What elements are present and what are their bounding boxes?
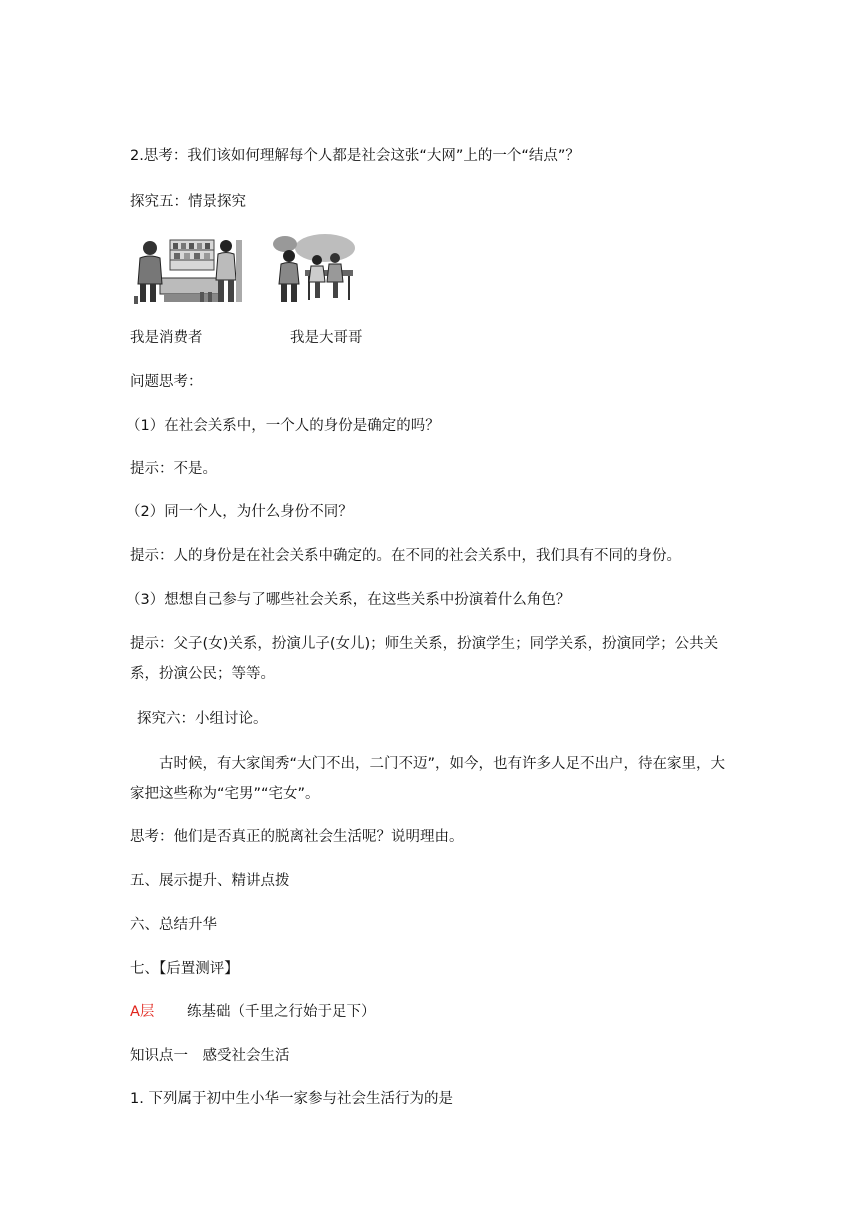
knowledge-point-1: 知识点一 感受社会生活 <box>130 1048 290 1064</box>
question-1: （1）在社会关系中，一个人的身份是确定的吗？ <box>126 418 440 434</box>
explore-6-heading: 探究六：小组讨论。 <box>137 711 268 727</box>
answer-1: 提示：不是。 <box>130 461 217 477</box>
story-paragraph: 古时候，有大家闺秀“大门不出，二门不迈”，如今，也有许多人足不出户，待在家里，大家把这些称为“宅男”“宅女”。 <box>130 756 726 802</box>
level-a-text: 练基础（千里之行始于足下） <box>187 1004 376 1020</box>
consumer-illustration <box>130 234 242 304</box>
level-a-label: A层 <box>130 1004 155 1020</box>
think-question: 思考：他们是否真正的脱离社会生活呢？说明理由。 <box>130 829 464 845</box>
big-brother-illustration <box>265 234 357 304</box>
caption-consumer: 我是消费者 <box>130 330 203 346</box>
question-2-sub: （2）同一个人，为什么身份不同？ <box>126 504 353 520</box>
exercise-item-1: 1. 下列属于初中生小华一家参与社会生活行为的是 <box>130 1091 453 1107</box>
section-5-heading: 五、展示提升、精讲点拨 <box>130 873 290 889</box>
answer-2: 提示：人的身份是在社会关系中确定的。在不同的社会关系中，我们具有不同的身份。 <box>130 548 681 564</box>
question-2: 2.思考：我们该如何理解每个人都是社会这张“大网”上的一个“结点”？ <box>130 148 580 164</box>
section-6-heading: 六、总结升华 <box>130 917 217 933</box>
section-7-heading: 七、【后置测评】 <box>130 961 239 977</box>
explore-5-heading: 探究五：情景探究 <box>130 194 246 210</box>
caption-big-brother: 我是大哥哥 <box>290 330 363 346</box>
question-3: （3）想想自己参与了哪些社会关系，在这些关系中扮演着什么角色？ <box>126 592 571 608</box>
answer-3: 提示：父子(女)关系，扮演儿子(女儿)；师生关系，扮演学生；同学关系，扮演同学；公共关系，扮演公民；等等。 <box>130 636 719 682</box>
question-heading: 问题思考： <box>130 374 203 390</box>
